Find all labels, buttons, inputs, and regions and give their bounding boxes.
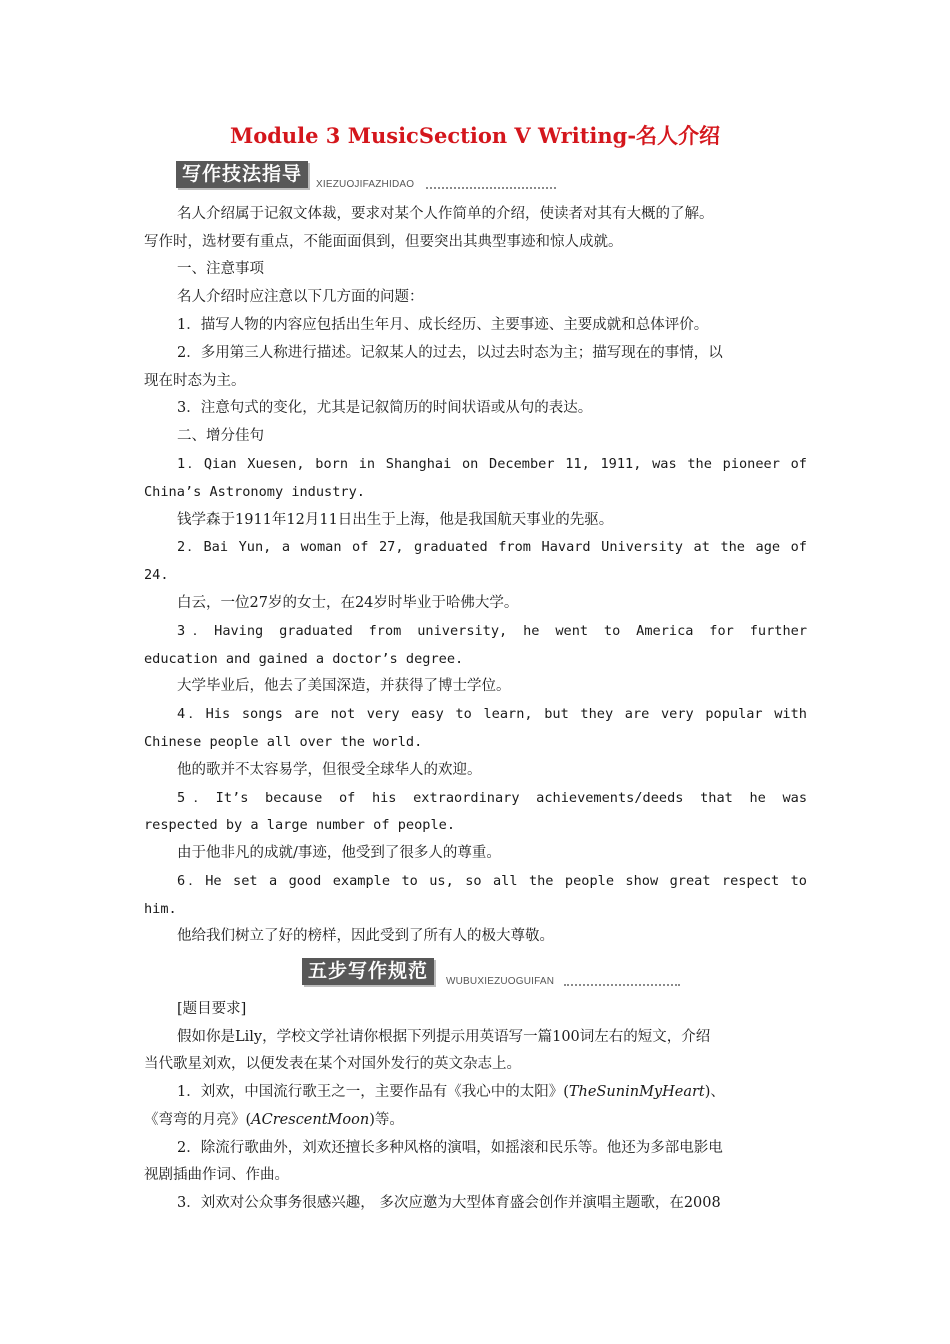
paragraph-line: 假如你是Lily，学校文学社请你根据下列提示用英语写一篇100词左右的短文，介绍	[177, 1029, 711, 1045]
list-item: 1．描写人物的内容应包括出生年月、成长经历、主要事迹、主要成就和总体评价。	[177, 317, 709, 333]
section-pinyin: WUBUXIEZUOGUIFAN	[446, 976, 555, 987]
example-sentence: 5．It’s because of his extraordinary achievements/deeds that he was	[177, 790, 807, 806]
example-translation: 由于他非凡的成就/事迹，他受到了很多人的尊重。	[177, 845, 501, 861]
list-item: 3．注意句式的变化，尤其是记叙简历的时间状语或从句的表达。	[177, 400, 593, 416]
list-item	[144, 1081, 807, 1103]
list-item: 2．除流行歌曲外，刘欢还擅长多种风格的演唱，如摇滚和民乐等。他还为多部电影电	[177, 1140, 723, 1156]
section-heading: 一、注意事项	[177, 261, 264, 277]
example-sentence-continuation: 24.	[144, 567, 169, 583]
section-banner-five-steps	[302, 958, 682, 988]
example-sentence: 1．Qian Xuesen, born in Shanghai on December 11, 1911, was the pioneer of	[177, 456, 807, 472]
example-sentence-continuation: him.	[144, 901, 177, 917]
list-item-continuation	[144, 1109, 807, 1131]
example-sentence-continuation: Chinese people all over the world.	[144, 734, 423, 750]
section-heading: 二、增分佳句	[177, 428, 264, 444]
document-title: Module 3 MusicSection Ⅴ Writing-名人介绍	[229, 123, 721, 148]
example-sentence: 4．His songs are not very easy to learn, but they are very popular with	[177, 706, 807, 722]
list-item-text: 1．刘欢，中国流行歌王之一，主要作品有《我心中的太阳》(	[177, 1084, 569, 1100]
example-sentence: 2．Bai Yun, a woman of 27, graduated from Havard University at the age of	[177, 539, 807, 555]
section-label: 写作技法指导	[176, 161, 308, 188]
song-title-english: ACrescentMoon	[251, 1112, 370, 1128]
section-pinyin: XIEZUOJIFAZHIDAO	[316, 179, 415, 190]
paragraph-line: 名人介绍属于记叙文体裁，要求对某个人作简单的介绍，使读者对其有大概的了解。	[177, 206, 714, 222]
paragraph-line: 名人介绍时应注意以下几方面的问题：	[177, 289, 424, 305]
list-item-continuation: 视剧插曲作词、作曲。	[144, 1167, 289, 1183]
example-sentence: 3．Having graduated from university, he went to America for further	[177, 623, 807, 639]
example-translation: 白云，一位27岁的女士，在24岁时毕业于哈佛大学。	[177, 595, 519, 611]
example-sentence-continuation: respected by a large number of people.	[144, 817, 455, 833]
list-item-text: )、	[704, 1084, 725, 1100]
paragraph-line: 写作时，选材要有重点，不能面面俱到，但要突出其典型事迹和惊人成就。	[144, 234, 623, 250]
section-label: 五步写作规范	[302, 958, 434, 985]
paragraph-line: 当代歌星刘欢，以便发表在某个对国外发行的英文杂志上。	[144, 1056, 521, 1072]
section-banner-writing-skills	[176, 161, 556, 191]
song-title-english: TheSuninMyHeart	[568, 1084, 705, 1100]
list-item: 2．多用第三人称进行描述。记叙某人的过去，以过去时态为主；描写现在的事情，以	[177, 345, 723, 361]
list-item-text: )等。	[369, 1112, 404, 1128]
list-item: 3．刘欢对公众事务很感兴趣， 多次应邀为大型体育盛会创作并演唱主题歌，在2008	[177, 1195, 721, 1211]
example-translation: 大学毕业后，他去了美国深造，并获得了博士学位。	[177, 678, 511, 694]
section-divider	[564, 984, 680, 986]
section-divider	[426, 187, 556, 189]
example-translation: 他的歌并不太容易学，但很受全球华人的欢迎。	[177, 762, 482, 778]
task-heading: [题目要求]	[177, 1001, 247, 1017]
example-sentence-continuation: China’s Astronomy industry.	[144, 484, 365, 500]
example-sentence-continuation: education and gained a doctor’s degree.	[144, 651, 464, 667]
list-item-continuation: 现在时态为主。	[144, 373, 246, 389]
example-translation: 钱学森于1911年12月11日出生于上海，他是我国航天事业的先驱。	[177, 512, 614, 528]
example-sentence: 6．He set a good example to us, so all the people show great respect to	[177, 873, 807, 889]
example-translation: 他给我们树立了好的榜样，因此受到了所有人的极大尊敬。	[177, 928, 554, 944]
list-item-text: 《弯弯的月亮》(	[144, 1112, 252, 1128]
